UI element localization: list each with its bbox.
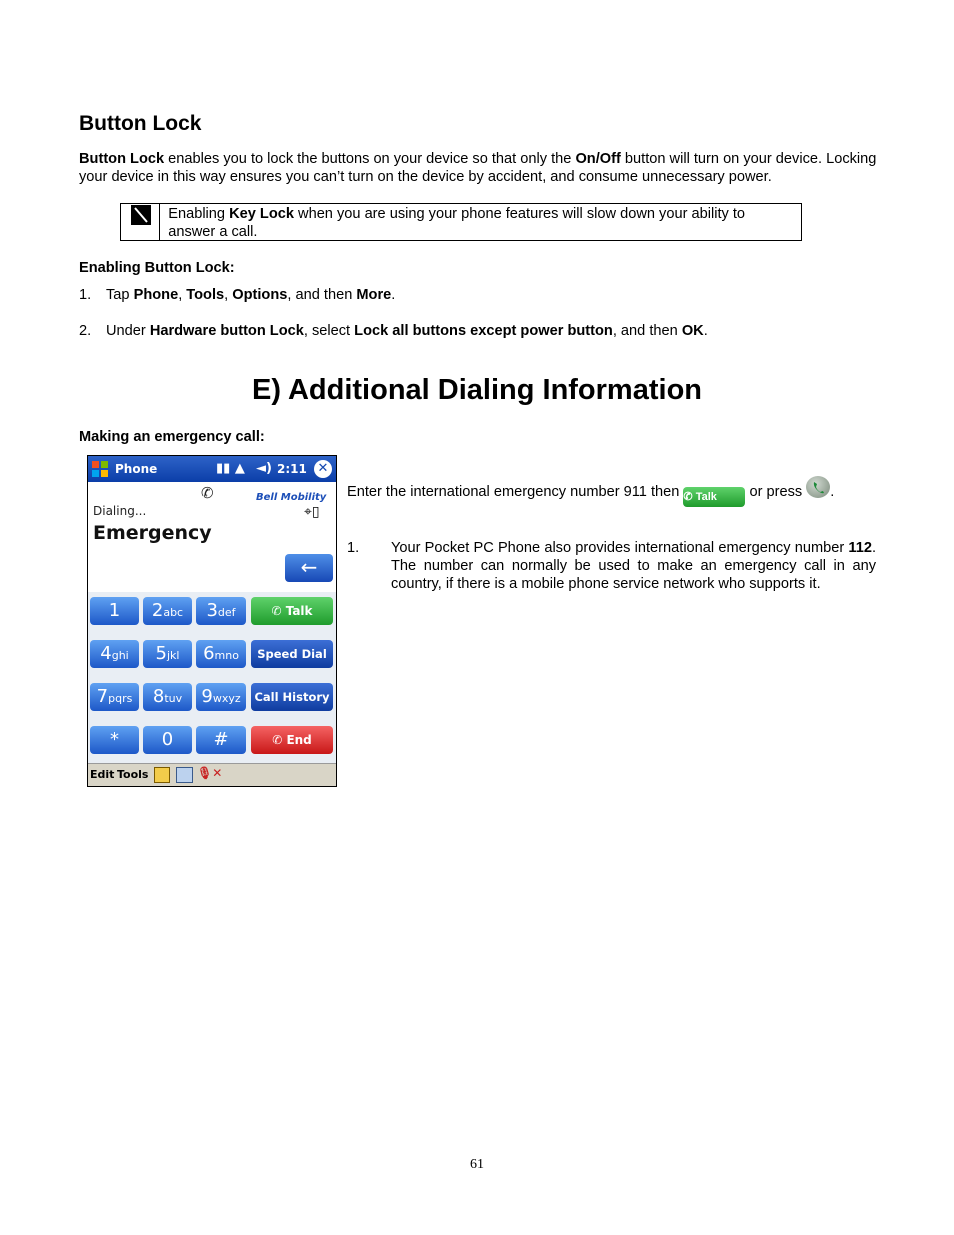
menu-tools[interactable]: Tools <box>117 768 149 781</box>
page-number: 61 <box>470 1157 484 1172</box>
key-hash[interactable]: # <box>196 726 246 754</box>
close-icon[interactable]: ✕ <box>314 460 332 478</box>
phone-menu-bar <box>88 763 336 787</box>
section-heading-additional-dialing: E) Additional Dialing Information <box>251 374 702 406</box>
emergency-item-1: 1. Your Pocket PC Phone also provides international emergency number 112. The number can normally be used to make an emergency call in any country, if there is a mobile phone service network who supports it. <box>347 540 876 592</box>
note-pencil-icon <box>121 204 160 240</box>
note-box <box>120 203 802 241</box>
key-0[interactable]: 0 <box>143 726 192 754</box>
dialed-number: Emergency <box>93 522 212 544</box>
brand-logo: Bell Mobility <box>256 492 327 503</box>
key-9[interactable]: 9wxyz <box>196 683 246 711</box>
key-star[interactable]: * <box>90 726 139 754</box>
call-history-button[interactable]: Call History <box>251 683 333 711</box>
key-7[interactable]: 7pqrs <box>90 683 139 711</box>
mute-microphone-icon[interactable]: 🎙✕ <box>197 766 223 780</box>
target-icon: ⌖▯ <box>304 504 320 520</box>
step-2: 2. Under Hardware button Lock, select Lock all buttons except power button, and then OK. <box>79 323 708 339</box>
backspace-button[interactable]: ← <box>285 554 333 582</box>
windows-start-icon <box>91 460 109 478</box>
contacts-icon[interactable] <box>176 767 193 783</box>
menu-edit[interactable]: Edit <box>90 768 115 781</box>
key-5[interactable]: 5jkl <box>143 640 192 668</box>
end-button[interactable]: ✆ End <box>251 726 333 754</box>
phone-time: 2:11 <box>277 462 307 476</box>
notes-icon[interactable] <box>154 767 170 783</box>
key-1[interactable]: 1 <box>90 597 139 625</box>
key-6[interactable]: 6mno <box>196 640 246 668</box>
key-4[interactable]: 4ghi <box>90 640 139 668</box>
section-heading-button-lock: Button Lock <box>79 112 202 135</box>
emergency-instruction: Enter the international emergency number 911 then ✆ Talk or press . <box>347 476 887 507</box>
enabling-button-lock-subheading: Enabling Button Lock: <box>79 260 235 276</box>
talk-button-inline-icon: ✆ Talk <box>683 487 745 507</box>
talk-button[interactable]: ✆ Talk <box>251 597 333 625</box>
note-text: Enabling Key Lock when you are using your phone features will slow down your ability to answer a call. <box>168 206 746 240</box>
dialing-status: Dialing... <box>93 504 147 518</box>
emergency-call-subheading: Making an emergency call: <box>79 429 265 445</box>
phone-title: Phone <box>115 462 158 476</box>
step-1: 1. Tap Phone, Tools, Options, and then More. <box>79 287 396 303</box>
green-phone-button-icon <box>806 476 830 498</box>
phone-handset-icon: ✆ <box>201 484 214 502</box>
signal-icon: ▮▮ ▲ <box>216 461 245 476</box>
button-lock-intro: Button Lock enables you to lock the buttons on your device so that only the On/Off button will turn on your device. Locking your device in this way ensures you can’t turn on the device by accident, and consume unnecessary power. <box>79 151 877 185</box>
phone-screenshot <box>87 455 337 787</box>
speed-dial-button[interactable]: Speed Dial <box>251 640 333 668</box>
phone-title-bar <box>88 456 336 482</box>
phone-display <box>88 482 336 592</box>
key-3[interactable]: 3def <box>196 597 246 625</box>
volume-icon: ◄) <box>256 461 272 476</box>
key-2[interactable]: 2abc <box>143 597 192 625</box>
key-8[interactable]: 8tuv <box>143 683 192 711</box>
